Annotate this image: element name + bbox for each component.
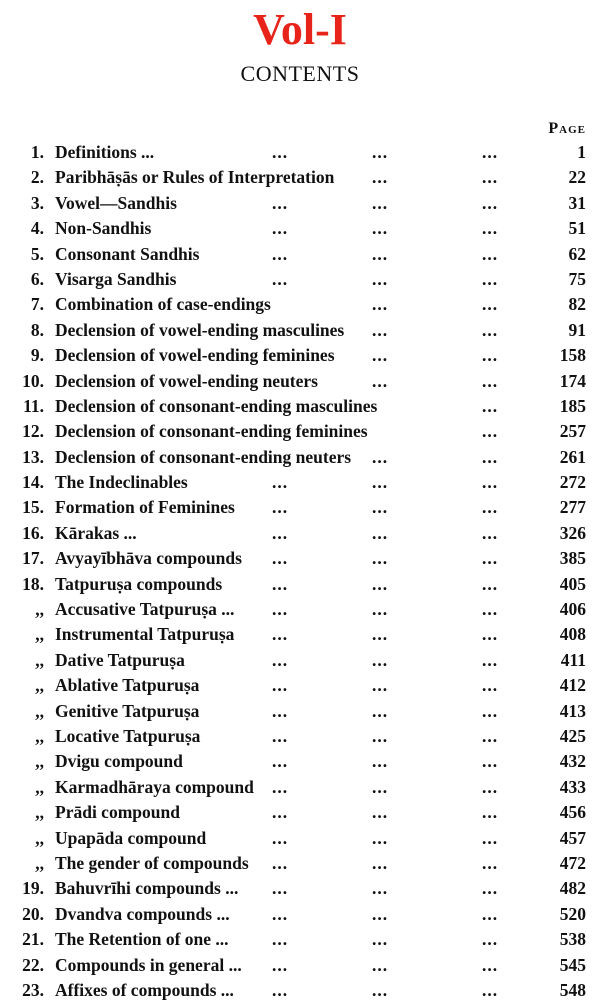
toc-entry-page: 261 [559,446,586,467]
toc-entry-number: 16. [22,522,44,543]
toc-entry-number: 4. [30,218,44,239]
toc-entry-number: ,, [35,852,44,873]
toc-entry-number: ,, [35,802,44,823]
toc-entry-page: 433 [559,776,586,797]
toc-entry: 10. Declension of vowel-ending neuters ... ... 174 [0,369,600,394]
toc-entry-number: 15. [22,497,44,518]
toc-entry-number: 6. [30,268,44,289]
toc-entry-title: Declension of vowel-ending feminines [55,345,335,366]
toc-entry-number: 8. [30,319,44,340]
toc-entry-page: 31 [568,192,586,213]
toc-entry: ,, Genitive Tatpuruṣa ... ... ... 413 [0,699,600,724]
toc-entry-page: 412 [559,675,586,696]
toc-entry: 19. Bahuvrīhi compounds ... ... ... ... 482 [0,876,600,901]
toc-entry-page: 75 [568,268,586,289]
toc-entry-page: 520 [559,903,586,924]
toc-entry-title: Genitive Tatpuruṣa [55,700,200,721]
toc-entry-page: 22 [568,167,586,188]
table-of-contents [0,140,600,1003]
toc-entry: ,, Upapāda compound ... ... ... 457 [0,826,600,851]
toc-entry: ,, The gender of compounds ... ... ... 472 [0,851,600,876]
contents-heading: CONTENTS [240,61,360,86]
toc-entry-number: ,, [35,649,44,670]
toc-entry: 22. Compounds in general ... ... ... ... 545 [0,953,600,978]
toc-entry-title: Paribhāṣās or Rules of Interpretation [55,167,335,188]
toc-entry: 23. Affixes of compounds ... ... ... ... 548 [0,978,600,1003]
toc-entry-page: 326 [559,522,586,543]
toc-entry-title: Ablative Tatpuruṣa [55,675,200,696]
toc-entry: 3. Vowel—Sandhis ... ... ... 31 [0,191,600,216]
toc-entry-title: Kārakas ... [55,522,137,543]
toc-entry: 21. The Retention of one ... ... ... ... 538 [0,927,600,952]
toc-entry-number: 18. [22,573,44,594]
toc-entry-number: ,, [35,725,44,746]
toc-entry-page: 406 [559,599,586,620]
toc-entry-title: Non-Sandhis [55,218,152,239]
toc-entry-number: 10. [22,370,44,391]
toc-entry: 17. Avyayībhāva compounds ... ... ... 385 [0,546,600,571]
toc-entry-title: Avyayībhāva compounds [55,548,242,569]
toc-entry-page: 1 [577,142,586,162]
toc-entry: ,, Locative Tatpuruṣa ... ... ... 425 [0,724,600,749]
toc-entry: ,, Dvigu compound ... ... ... 432 [0,749,600,774]
toc-entry-page: 548 [559,979,586,1000]
toc-entry: 20. Dvandva compounds ... ... ... ... 520 [0,902,600,927]
toc-entry-page: 158 [559,345,586,366]
toc-entry-title: Dative Tatpuruṣa [55,649,185,670]
toc-entry-title: Declension of consonant-ending masculines [55,395,378,416]
toc-entry-title: Tatpuruṣa compounds [55,573,223,594]
toc-entry-title: The Retention of one ... [55,929,229,950]
toc-entry-page: 411 [560,649,586,670]
toc-entry-page: 413 [559,700,586,721]
toc-entry-title: The Indeclinables [55,472,188,493]
toc-entry-number: 21. [22,929,44,950]
toc-entry-title: Accusative Tatpuruṣa ... [55,599,235,620]
toc-entry-page: 405 [559,573,586,594]
toc-entry-title: Combination of case-endings [55,294,271,315]
toc-entry-page: 425 [559,725,586,746]
toc-entry-number: 1. [30,142,44,162]
page-column-header: Page [548,120,586,137]
toc-entry-number: 19. [22,878,44,899]
toc-entry: 14. The Indeclinables ... ... ... 272 [0,470,600,495]
toc-entry-number: 12. [22,421,44,442]
toc-entry-page: 62 [568,243,586,264]
toc-entry-page: 51 [568,218,586,239]
toc-entry-title: Locative Tatpuruṣa [55,725,201,746]
toc-entry-title: Declension of consonant-ending neuters [55,446,352,467]
toc-entry-number: 11. [23,395,44,416]
toc-entry-number: ,, [35,599,44,620]
toc-entry-number: 14. [22,472,44,493]
toc-entry-title: Bahuvrīhi compounds ... [55,878,239,899]
toc-entry: 12. Declension of consonant-ending feminines ... 257 [0,419,600,444]
toc-entry-page: 272 [559,472,586,493]
toc-entry-title: Affixes of compounds ... [55,979,234,1000]
toc-entry-page: 277 [559,497,586,518]
toc-entry-number: ,, [35,751,44,772]
toc-entry-number: 2. [30,167,44,188]
toc-entry: 5. Consonant Sandhis ... ... ... 62 [0,242,600,267]
toc-entry: 7. Combination of case-endings ... ... 82 [0,292,600,317]
toc-entry: 15. Formation of Feminines ... ... ... 277 [0,495,600,520]
toc-entry-title: Definitions ... [55,142,155,162]
toc-entry-number: 3. [30,192,44,213]
toc-entry: ,, Prādi compound ... ... ... 456 [0,800,600,825]
toc-entry-number: 17. [22,548,44,569]
toc-entry-title: Declension of vowel-ending neuters [55,370,318,391]
toc-entry-title: The gender of compounds [55,852,249,873]
toc-entry-title: Karmadhāraya compound [55,776,254,797]
toc-entry-page: 456 [559,802,586,823]
toc-entry-page: 538 [559,929,586,950]
toc-entry-title: Consonant Sandhis [55,243,200,264]
toc-entry-number: 7. [30,294,44,315]
toc-entry: 8. Declension of vowel-ending masculines ... ... 91 [0,318,600,343]
toc-entry: ,, Ablative Tatpuruṣa ... ... ... 412 [0,673,600,698]
toc-entry-page: 472 [559,852,586,873]
toc-entry: ,, Accusative Tatpuruṣa ... ... ... ... 406 [0,597,600,622]
toc-entry-number: ,, [35,675,44,696]
toc-entry-number: ,, [35,700,44,721]
toc-entry-number: 5. [30,243,44,264]
toc-entry-number: 9. [30,345,44,366]
toc-entry: 2. Paribhāṣās or Rules of Interpretation ... ... 22 [0,165,600,190]
toc-entry: 11. Declension of consonant-ending masculines ... 185 [0,394,600,419]
volume-title: Vol-I [253,5,347,54]
toc-entry-title: Instrumental Tatpuruṣa [55,624,235,645]
toc-entry-number: 23. [22,979,44,1000]
toc-entry: 1. Definitions ... ... ... ... 1 [0,140,600,165]
toc-entry: ,, Instrumental Tatpuruṣa ... ... ... 408 [0,622,600,647]
toc-entry-number: 20. [22,903,44,924]
toc-entry-title: Dvigu compound [55,751,183,772]
toc-entry-title: Vowel—Sandhis [55,192,177,213]
toc-entry-title: Visarga Sandhis [55,268,177,289]
toc-entry-page: 457 [559,827,586,848]
toc-entry: ,, Karmadhāraya compound ... ... ... 433 [0,775,600,800]
toc-entry-title: Dvandva compounds ... [55,903,230,924]
toc-entry-page: 174 [559,370,586,391]
toc-entry-page: 82 [568,294,586,315]
toc-entry-number: 22. [22,954,44,975]
toc-entry: ,, Dative Tatpuruṣa ... ... ... 411 [0,648,600,673]
toc-entry-number: ,, [35,776,44,797]
toc-entry: 13. Declension of consonant-ending neuters ... ... 261 [0,445,600,470]
toc-entry: 16. Kārakas ... ... ... ... 326 [0,521,600,546]
toc-entry-page: 257 [559,421,586,442]
toc-entry: 18. Tatpuruṣa compounds ... ... ... 405 [0,572,600,597]
toc-entry-number: ,, [35,624,44,645]
toc-entry-number: ,, [35,827,44,848]
toc-entry-page: 385 [559,548,586,569]
toc-entry: 6. Visarga Sandhis ... ... ... 75 [0,267,600,292]
toc-entry-page: 91 [568,319,586,340]
toc-entry-page: 432 [559,751,586,772]
toc-entry-title: Compounds in general ... [55,954,242,975]
toc-entry-page: 185 [559,395,586,416]
toc-entry: 4. Non-Sandhis ... ... ... 51 [0,216,600,241]
toc-entry-page: 482 [559,878,586,899]
toc-entry-page: 545 [559,954,586,975]
toc-entry-title: Formation of Feminines [55,497,235,518]
toc-entry-page: 408 [559,624,586,645]
toc-entry: 9. Declension of vowel-ending feminines ... ... 158 [0,343,600,368]
toc-entry-title: Upapāda compound [55,827,207,848]
toc-entry-title: Prādi compound [55,802,180,823]
toc-entry-title: Declension of vowel-ending masculines [55,319,345,340]
toc-entry-title: Declension of consonant-ending feminines [55,421,368,442]
toc-entry-number: 13. [22,446,44,467]
